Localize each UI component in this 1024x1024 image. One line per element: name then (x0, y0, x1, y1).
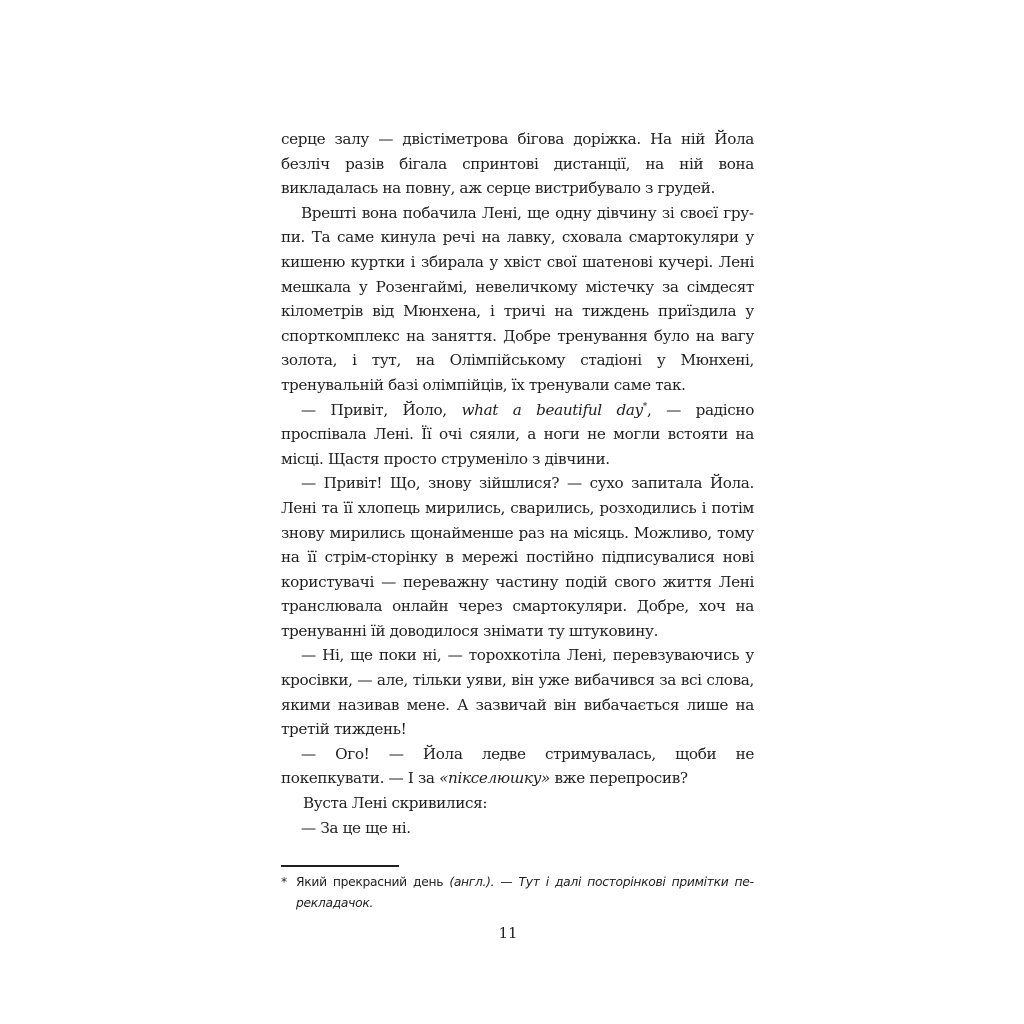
paragraph-3-text-a: — Привіт, Йоло, (301, 400, 462, 419)
paragraph-5-text: — Ні, ще поки ні, — торохкотіла Лені, перевзуваючись у кросівки, — але, тільки уяви, він уже вибачився за всі слова, якими називав мене. А зазвичай він вибачається лише на третій тиждень! (281, 646, 754, 739)
footnote-mark: * (281, 875, 287, 889)
paragraph-6-text-b: вже перепросив? (550, 769, 688, 788)
footnote (281, 872, 754, 913)
paragraph-4 (281, 471, 754, 643)
paragraph-2-text: Врешті вона побачила Лені, ще одну дівчину зі своєї групи. Та саме кинула речі на лавку, сховала смартокуляри у кишеню куртки і збирала у хвіст свої шатенові кучері. Лені мешкала у Розенгаймі, невеличкому містечку за сімдесят кілометрів від Мюнхена, і тричі на тиждень приїздила у спорткомплекс на заняття. Добре тренування було на вагу золота, і тут, на Олімпійському стадіоні у Мюнхені, тренувальній базі олімпійців, їх тренували саме так. (281, 203, 754, 394)
paragraph-8 (281, 816, 754, 841)
paragraph-1-text: серце залу — двістіметрова бігова доріжка. На ній Йола безліч разів бігала спринтові дистанції, на ній вона викладалась на повну, аж серце вистрибувало з грудей. (281, 130, 754, 198)
footnote-note: (англ.). — Тут і далі посторінкові примітки перекладачок. (296, 875, 754, 910)
page-number: 11 (498, 924, 518, 942)
footnote-reference-mark[interactable]: * (642, 401, 647, 412)
paragraph-6 (281, 742, 754, 791)
paragraph-4-text: — Привіт! Що, знову зійшлися? — сухо запитала Йола. Лені та її хлопець мирились, сварились, розходились і потім знову мирились щонайменше раз на місяць. Можливо, тому на її стрім-сторінку в мережі постійно підписувалися нові користувачі — переважну частину подій свого життя Лені транслювала онлайн через смартокуляри. Добре, хоч на тренуванні їй доводилося знімати ту штуковину. (281, 474, 754, 640)
paragraph-6-text-a: — Ого! — Йола ледве стримувалась, щоби не покепкувати. — І за (281, 744, 754, 788)
paragraph-7 (281, 791, 754, 816)
paragraph-8-text: — За це ще ні. (301, 818, 411, 837)
footnote-divider (281, 865, 399, 867)
nickname-quote: «пікселюшку» (439, 769, 550, 788)
paragraph-3-text-b: , — радісно проспівала Лені. Її очі сяяли, а ноги не могли встояти на місці. Щастя просто струменіло з дівчини. (281, 400, 754, 468)
footnote-body (296, 872, 754, 913)
footnote-translation: Який прекрасний день (296, 875, 444, 889)
paragraph-3 (281, 398, 754, 472)
paragraph-2 (281, 201, 754, 398)
paragraph-1 (281, 127, 754, 201)
paragraph-5 (281, 643, 754, 741)
english-phrase: what a beautiful day (461, 400, 643, 419)
paragraph-7-text: Вуста Лені скривилися: (303, 794, 488, 813)
book-page-body (281, 127, 754, 840)
